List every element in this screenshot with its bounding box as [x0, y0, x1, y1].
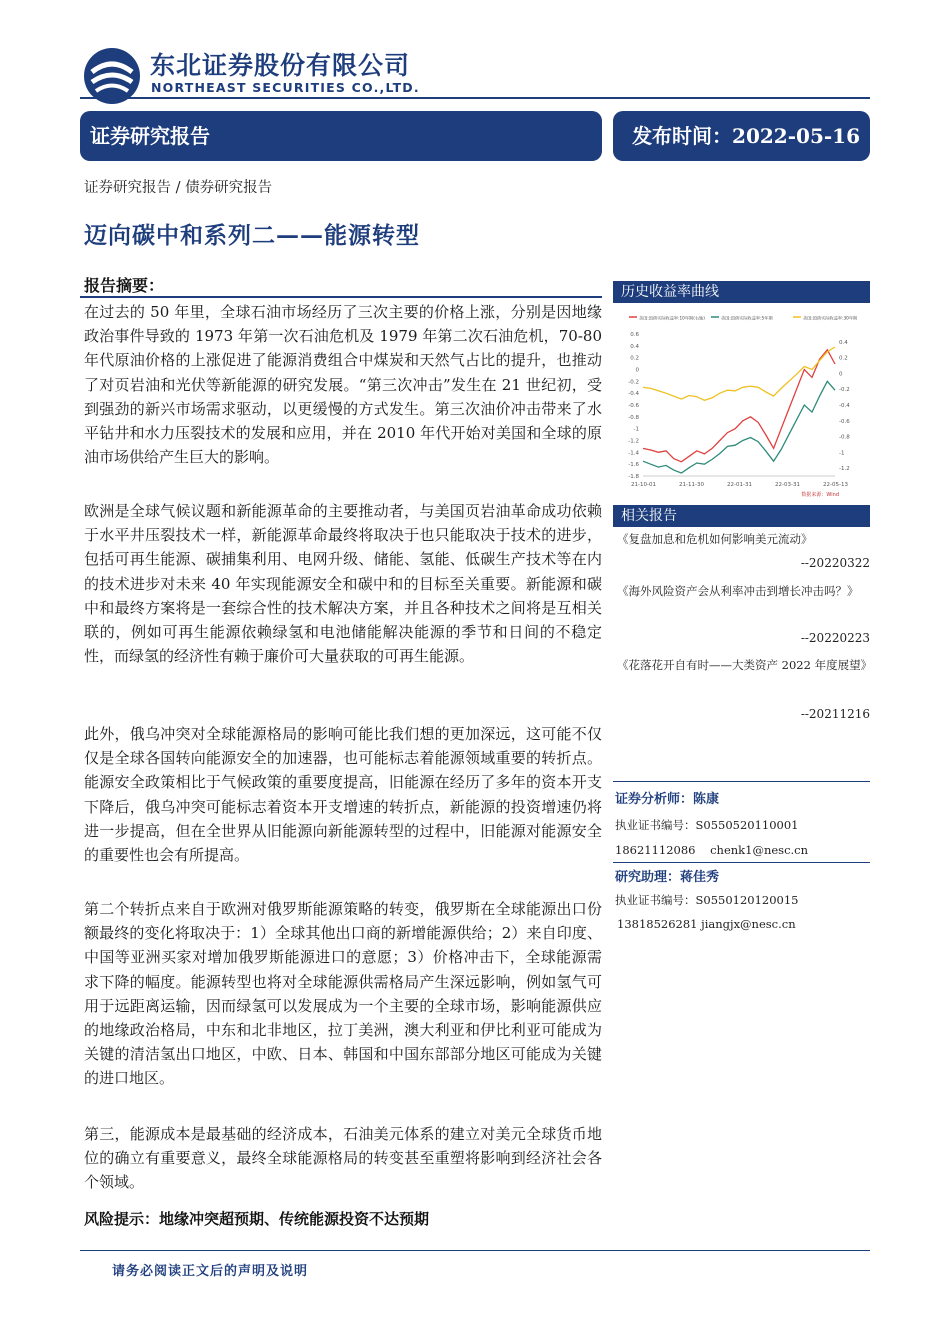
- y-tick-label-left: -0.4: [628, 391, 639, 398]
- footer-divider: [80, 1250, 870, 1251]
- related-report-title[interactable]: 《海外风险资产会从利率冲击到增长冲击吗？》: [617, 584, 859, 598]
- legend-label: 美国:国债实际收益率:10年期(右轴): [639, 315, 705, 321]
- x-tick-label: 21-11-30: [679, 482, 704, 488]
- related-report-date: --20220322: [800, 556, 870, 570]
- x-tick-label: 22-05-13: [823, 482, 848, 488]
- x-tick-label: 21-10-01: [631, 482, 656, 488]
- assistant-cert: 执业证书编号：S0550120120015: [615, 893, 799, 907]
- y-tick-label-right: -1.2: [839, 466, 850, 473]
- chart-source: 数据来源：Wind: [801, 492, 839, 498]
- y-tick-label-left: 0.4: [630, 343, 639, 350]
- publish-date-banner: 发布时间：2022-05-16: [613, 111, 870, 161]
- related-report-date: --20220223: [800, 631, 870, 645]
- summary-paragraph: 欧洲是全球气候议题和新能源革命的主要推动者，与美国页岩油革命成功依赖于水平井压裂技术一样，新能源革命最终将取决于也只能取决于技术的进步，包括可再生能源、碳捕集利用、电网升级、储能、氢能、低碳生产技术等在内的技术进步对未来 40 年实现能源安全和碳中和的目标至关重要。新能源和碳中和最终方案将是一套综合性的技术解决方案，并且各种技术之间将是互相关联的，例如可再生能源依赖绿氢和电池储能解决能源的季节和日间的不稳定性，而绿氢的经济性有赖于廉价可大量获取的可再生能源。: [84, 502, 602, 666]
- y-tick-label-right: -0.2: [839, 387, 850, 394]
- y-tick-label-left: -1.6: [628, 462, 639, 469]
- related-reports-heading: 相关报告: [613, 505, 870, 527]
- x-tick-label: 22-03-31: [775, 482, 800, 488]
- x-tick-label: 22-01-31: [727, 482, 752, 488]
- footer-disclaimer: 请务必阅读正文后的声明及说明: [112, 1264, 309, 1279]
- analyst-contact: 18621112086 chenk1@nesc.cn: [615, 843, 809, 857]
- y-tick-label-left: -0.2: [628, 379, 639, 386]
- series-line: [643, 347, 835, 400]
- summary-paragraph: 此外，俄乌冲突对全球能源格局的影响可能比我们想的更加深远，这可能不仅仅是全球各国转向能源安全的加速器，也可能标志着能源领域重要的转折点。能源安全政策相比于气候政策的重要度提高，旧能源在经历了多年的资本开支下降后，俄乌冲突可能标志着资本开支增速的转折点，新能源的投资增速仍将进一步提高，但在全世界从旧能源向新能源转型的过程中，旧能源对能源安全的重要性也会有所提高。: [84, 725, 602, 865]
- report-type-banner: 证券研究报告: [80, 111, 602, 161]
- y-tick-label-left: -0.6: [628, 403, 639, 409]
- y-tick-label-left: 0.6: [630, 332, 639, 338]
- summary-divider: [80, 296, 602, 298]
- assistant-contact: 13818526281 jiangjx@nesc.cn: [617, 917, 796, 931]
- legend-label: 美国:国债实际收益率:5年期: [721, 315, 773, 321]
- y-tick-label-left: 0.2: [630, 355, 639, 362]
- y-tick-label-left: -0.8: [628, 414, 639, 421]
- y-tick-label-right: -0.6: [839, 418, 850, 425]
- yield-curve-chart: [613, 304, 870, 502]
- summary-paragraph: 在过去的 50 年里，全球石油市场经历了三次主要的价格上涨，分别是因地缘政治事件导致的 1973 年第一次石油危机及 1979 年第二次石油危机，70-80 年代原油价格的上涨促进了能源消费组合中煤炭和天然气占比的提升，也推动了对页岩油和光伏等新能源的研究发展。“第三次冲击”发生在 21 世纪初，受到强劲的新兴市场需求驱动，以更缓慢的方式发生。第三次油价冲击带来了水平钻井和水力压裂技术的发展和应用，并在 2010 年代开始对美国和全球的原油市场供给产生巨大的影响。: [84, 303, 602, 467]
- y-tick-label-left: -1.2: [628, 438, 639, 445]
- legend-label: 美国:国债实际收益率:30年期: [803, 315, 858, 321]
- header-divider: [80, 97, 870, 99]
- summary-paragraph: 第三，能源成本是最基础的经济成本，石油美元体系的建立对美元全球货币地位的确立有重要意义，最终全球能源格局的转变甚至重塑将影响到经济社会各个领域。: [84, 1125, 602, 1192]
- summary-label: 报告摘要：: [84, 276, 165, 295]
- breadcrumb: 证券研究报告 / 债券研究报告: [84, 180, 273, 196]
- summary-paragraph: 第二个转折点来自于欧洲对俄罗斯能源策略的转变，俄罗斯在全球能源出口份额最终的变化将取决于：1）全球其他出口商的新增能源供给；2）来自印度、中国等亚洲买家对增加俄罗斯能源进口的意愿；3）价格冲击下，全球能源需求下降的幅度。能源转型也将对全球能源供需格局产生深远影响，例如氢气可用于远距离运输，因而绿氢可以发展成为一个主要的全球市场，影响能源供应的地缘政治格局，中东和北非地区，拉丁美洲，澳大利亚和伊比利亚可能成为关键的清洁氢出口地区，中欧、日本、韩国和中国东部部分地区可能成为关键的进口地区。: [84, 900, 602, 1088]
- y-tick-label-left: 0: [635, 367, 639, 374]
- y-tick-label-left: -1.4: [628, 450, 639, 457]
- related-report-title[interactable]: 《复盘加息和危机如何影响美元流动》: [617, 532, 813, 546]
- risk-warning: 风险提示：地缘冲突超预期、传统能源投资不达预期: [84, 1210, 430, 1228]
- company-name-cn: 东北证券股份有限公司: [150, 51, 411, 80]
- analyst-divider: [613, 781, 870, 782]
- analyst-name: 证券分析师：陈康: [615, 792, 720, 807]
- analyst-cert: 执业证书编号：S0550520110001: [615, 818, 799, 832]
- y-tick-label-right: -1: [839, 450, 845, 457]
- chart-heading: 历史收益率曲线: [613, 281, 870, 303]
- report-title: 迈向碳中和系列二——能源转型: [84, 222, 420, 249]
- y-tick-label-right: -0.8: [839, 434, 850, 441]
- assistant-name: 研究助理：蒋佳秀: [615, 870, 720, 885]
- assistant-divider: [613, 862, 870, 863]
- related-report-title[interactable]: 《花落花开自有时——大类资产 2022 年度展望》: [617, 658, 873, 672]
- y-tick-label-left: -1: [633, 426, 639, 433]
- y-tick-label-right: -0.4: [839, 403, 850, 409]
- related-report-date: --20211216: [800, 707, 870, 721]
- y-tick-label-right: 0: [839, 371, 843, 378]
- y-tick-label-right: 0.2: [839, 355, 848, 362]
- y-tick-label-right: 0.4: [839, 339, 848, 346]
- y-tick-label-left: -1.8: [628, 474, 639, 480]
- company-name-en: NORTHEAST SECURITIES CO.,LTD.: [151, 80, 420, 95]
